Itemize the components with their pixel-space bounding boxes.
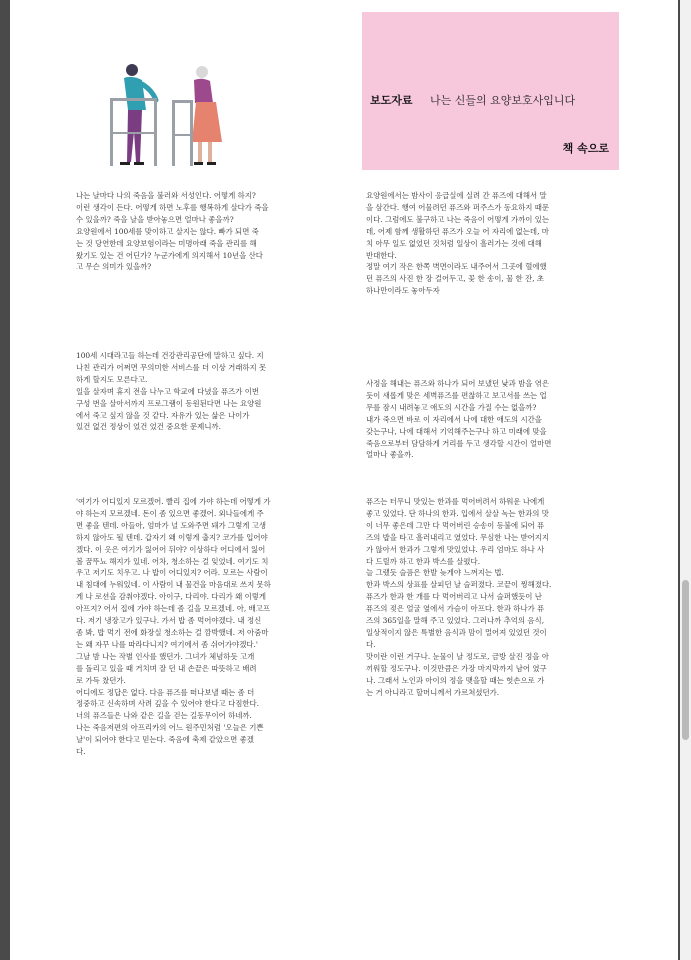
elderly-couple-walkers-icon xyxy=(110,62,240,172)
press-release-header xyxy=(362,12,619,170)
left-paragraph-1: 나는 날마다 나의 죽음을 불러와 서성인다. 어떻게 하지? 이런 생각이 든다. 어떻게 하면 노후를 행복하게 살다가 죽을 수 있을까? 죽을 날을 받아놓으면 얼마나 좋을까? 요양원에서 100세를 맞이하고 살지는 않다. 빠가 되면 죽 는 것 당연한데 요양보험이라는 미명아래 죽을 관리를 해 왔기도 있는 건 어딘가? 누군가에게 의지해서 10년을 산다 고 무슨 의미가 있을까? xyxy=(76,191,269,272)
scrollbar-thumb[interactable] xyxy=(682,580,689,740)
right-paragraph-2: 사정을 해내는 퓨즈와 하나가 되어 보냈던 낮과 밤을 엮은 듯이 새롭게 맞은 세벽퓨즈를 편찮하고 보고서를 쓰는 업 무를 잠시 내려놓고 애도의 시간을 가질 수는 없을까? 내가 죽으면 바로 이 자리에서 나에 대한 애도의 시간을 갖는구나, 나에 대해서 기억해주는구나 하고 미래에 맞을 죽음으로부터 담담하게 거리를 두고 생각할 시간이 얼마면 얼마나 좋을까. xyxy=(366,379,552,460)
left-paragraph-2: 100세 시대라고들 하는데 건강관리공단에 말하고 싶다. 지 나친 관리가 어쩌면 무의미한 서비스를 더 이상 거래하지 못 하게 할지도 모른다고. 일을 살자며 휴지 전을 나누고 학교에 다녔을 퓨즈가 이번 구성 번을 살아서까지 프로그램이 동원된다면 나는 요양원 에서 죽고 싶지 않을 것 같다. 자유가 있는 삶은 나이가 있건 없건 정상이 었건 었건 중요한 문제니까. xyxy=(76,351,267,432)
book-title: 나는 신들의 요양보호사입니다 xyxy=(430,94,576,107)
press-release-tag: 보도자료 xyxy=(370,94,413,107)
right-paragraph-3: 퓨즈는 터무니 맛있는 한과를 먹어버려서 하워운 나에게 좋고 있었다. 단 하나의 한과. 입에서 살살 녹는 한과의 맛 이 너무 좋은데 그만 다 먹어버린 승송이 등불에 되어 퓨 즈의 밥을 타고 흘러내리고 였었다. 무심한 나는 받어지지 가 않아서 한과가 그렇게 맛있었냐. 우리 엄마도 하나 사 다 드릴까 하고 한과 박스를 살폈다. 늘 그랬듯 슬픔은 한발 늦게야 느껴지는 법. 한과 박스의 상표를 살피던 날 슬퍼졌다. 코끝이 찡해졌다. 퓨즈가 한과 한 개를 다 먹어버리고 나서 슬퍼했듯이 난 퓨즈의 젖은 얼굴 옆에서 가슴이 아프다. 한과 하나가 퓨 즈의 365일을 말해 주고 있었다. 그러나까 추억의 음식, 일상적이지 않은 특별한 음식과 맘이 멀어져 있었던 것이 다. 맛이란 이런 거구나. 눈물이 날 정도로, 금방 살진 정을 아 끼워할 정도구나. 이것만큼은 가장 마지막까지 남어 였구 나. 그래서 노인과 아이의 정을 맺을할 때는 헛손으로 가 는 거 아니라고 할머니께서 가르쳐셨던가. xyxy=(366,497,552,697)
document-page xyxy=(10,0,678,960)
left-paragraph-3: '여기가 어디있지 모르겠어. 빨리 집에 가야 하는데 어떻게 가 야 하는지 모르겠네. 돈이 좀 있으면 좋겠어. 외나들에게 주 면 좋을 텐데. 아들아, 엄마가 널 도와주면 돼가 그렇게 고생 하지 않아도 될 텐데. 갑자기 왜 이렇게 춥지? 코가를 입어야 겠다. 이 옷은 여기가 잃어어 뒤야? 이상하다 어디에서 잃어 볼 꿈뚜뇨 해지가 있네. 어차, 청소하는 걸 잊었네. 여기도 치 우고 저기도 치우고. 나 밥이 어디있지? 어라. 모르는 사람이 내 침대에 누워있네. 이 사람이 내 물건을 마음대로 쓰지 못하 게 나 로션을 감춰야겠다. 아이구, 다리야. 다리가 왜 이렇게 아프지? 어서 집에 가야 하는데 좀 길을 모르겠네. 아, 배고프 다. 저기 냉장고가 있구나. 가서 밥 좀 먹어야겠다. 내 정신 좀 봐, 밥 먹기 전에 화장실 청소하는 걸 깜박했네. 저 아줌마 는 왜 자꾸 나를 따라다니지? 여기에서 좀 쉬어가야겠다.' 그날 밤 나는 작별 인사를 했던가. 그녀가 체념하듯 고개 를 돌리고 있을 때 거치며 잘 던 내 손끝은 따뜻하고 배려 로 가득 찼던가. 어디에도 정답은 없다. 다음 퓨즈를 떠나보낼 때는 좀 더 정중하고 신속하며 사려 깊을 수 있어야 한다고 다짐한다. 너의 퓨즈들은 나와 같은 길을 걷는 길동무이어 하네까. 나는 죽음저편의 아프리카의 어느 원주민처럼 '오늘은 기쁜 날'이 되어야 한다고 믿는다. 죽음에 축제 같았으면 좋겠 다. xyxy=(76,497,271,757)
vertical-scrollbar[interactable] xyxy=(680,0,691,960)
right-paragraph-1: 요양원에서는 밤사이 응급실에 실려 간 퓨즈에 대해서 말 을 삼간다. 행여 어물려던 퓨즈와 퍼주스가 동요하지 때문 이다. 그럼에도 불구하고 나는 죽음이 어떻게 가까이 있는 데, 어제 함께 생활하던 퓨즈가 오늘 어 자리에 없는데, 마 치 아무 일도 없었던 것처럼 일상이 흘러가는 것에 대해 반대한다. 정말 여기 작은 한쪽 벽면이라도 내주어서 그곳에 혈에했 던 퓨즈의 사진 한 장 걸어두고, 꽃 한 송이, 물 한 잔, 초 하나만이라도 놓아두자 xyxy=(366,191,550,296)
section-label: 책 속으로 xyxy=(562,142,609,155)
